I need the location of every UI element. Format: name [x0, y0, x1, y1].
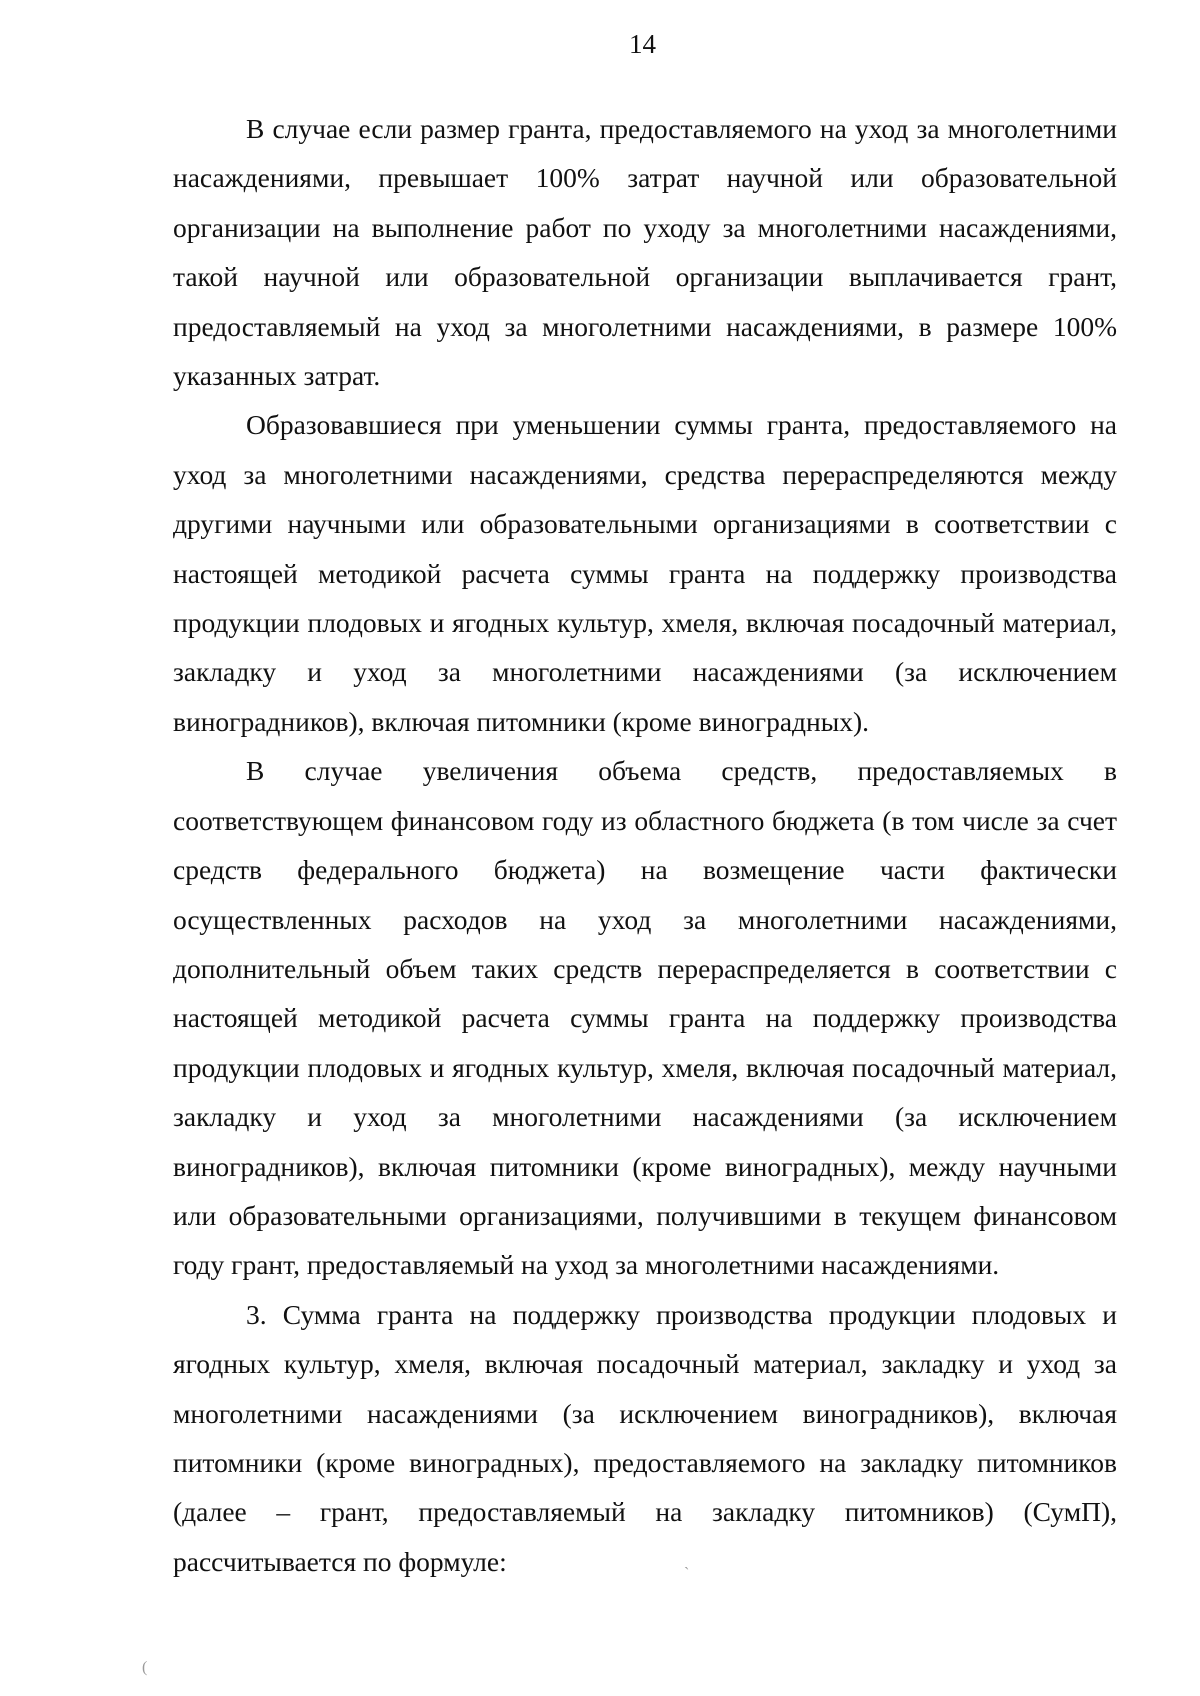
document-body	[173, 104, 1117, 1586]
paragraph-nursery-grant-formula: 3. Сумма гранта на поддержку производства продукции плодовых и ягодных культур, хмеля, включая посадочный материал, закладку и уход за многолетними насаждениями (за исключением виноградников), включая питомники (кроме виноградных), предоставляемого на закладку питомников (далее – грант, предоставляемый на закладку питомников) (СумП), рассчитывается по формуле:	[173, 1298, 1117, 1577]
scan-speck: (	[142, 1659, 148, 1676]
page-number: 14	[629, 29, 656, 59]
scan-speck: ˋ	[684, 1565, 690, 1582]
paragraph-grant-excess: В случае если размер гранта, предоставляемого на уход за многолетними насаждениями, превышает 100% затрат научной или образовательной организации на выполнение работ по уходу за многолетними насаждениями, такой научной или образовательной организации выплачивается грант, предоставляемый на уход за многолетними насаждениями, в размере 100% указанных затрат.	[173, 113, 1117, 392]
paragraph-redistribution: Образовавшиеся при уменьшении суммы гранта, предоставляемого на уход за многолетними насаждениями, средства перераспределяются между другими научными или образовательными организациями в соответствии с настоящей методикой расчета суммы гранта на поддержку производства продукции плодовых и ягодных культур, хмеля, включая посадочный материал, закладку и уход за многолетними насаждениями (за исключением виноградников), включая питомники (кроме виноградных).	[173, 409, 1117, 737]
paragraph-funding-increase: В случае увеличения объема средств, предоставляемых в соответствующем финансовом году из областного бюджета (в том числе за счет средств федерального бюджета) на возмещение части фактически осуществленных расходов на уход за многолетними насаждениями, дополнительный объем таких средств перераспределяется в соответствии с настоящей методикой расчета суммы гранта на поддержку производства продукции плодовых и ягодных культур, хмеля, включая посадочный материал, закладку и уход за многолетними насаждениями (за исключением виноградников), включая питомники (кроме виноградных), между научными или образовательными организациями, получившими в текущем финансовом году грант, предоставляемый на уход за многолетними насаждениями.	[173, 755, 1117, 1281]
